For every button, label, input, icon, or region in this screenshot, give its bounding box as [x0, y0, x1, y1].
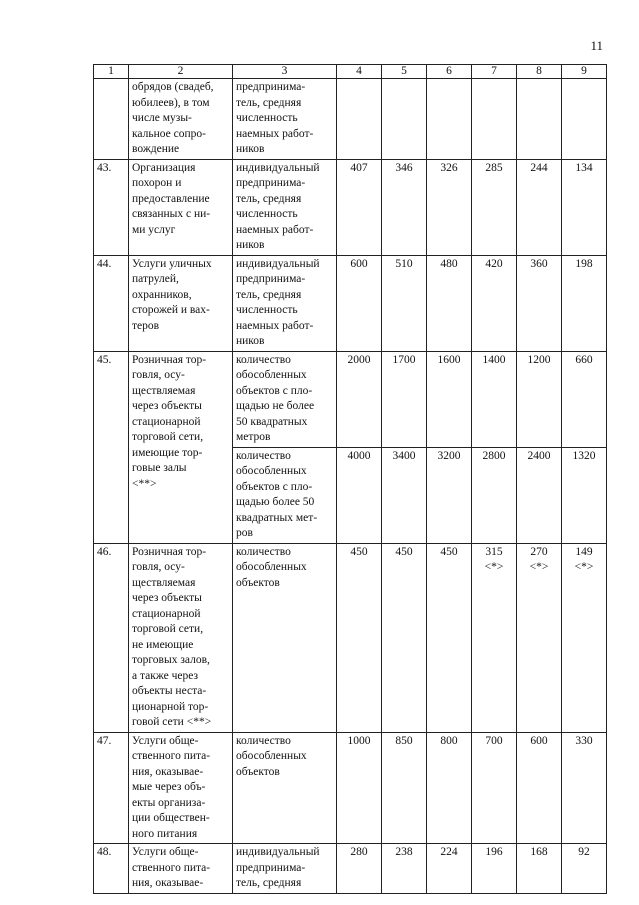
table-row	[94, 844, 607, 894]
value-cell: 800	[427, 732, 472, 844]
header-cell: 9	[562, 65, 607, 79]
row-number: 43.	[94, 159, 129, 255]
header-cell: 4	[337, 65, 382, 79]
value-cell: 244	[517, 159, 562, 255]
header-row	[94, 65, 607, 79]
value-cell: 280	[337, 844, 382, 894]
row-number: 47.	[94, 732, 129, 844]
table-row	[94, 732, 607, 844]
value-cell: 450	[427, 543, 472, 732]
value-cell: 407	[337, 159, 382, 255]
value-cell: 196	[472, 844, 517, 894]
indicator: количество обособленных объектов	[233, 543, 337, 732]
value-cell: 510	[382, 255, 427, 351]
value-cell: 420	[472, 255, 517, 351]
value-cell: 1400	[472, 351, 517, 447]
table-row	[94, 159, 607, 255]
row-number: 45.	[94, 351, 129, 543]
value-cell: 450	[382, 543, 427, 732]
value-cell: 224	[427, 844, 472, 894]
row-number: 46.	[94, 543, 129, 732]
value-cell: 270 <*>	[517, 543, 562, 732]
value-cell: 450	[337, 543, 382, 732]
value-cell: 700	[472, 732, 517, 844]
indicator: индивидуальный предпринима- тель, средняя численность наемных работ- ников	[233, 255, 337, 351]
value-cell: 1320	[562, 447, 607, 543]
value-cell: 134	[562, 159, 607, 255]
value-cell: 1600	[427, 351, 472, 447]
value-cell: 600	[517, 732, 562, 844]
header-cell: 3	[233, 65, 337, 79]
service-name: Услуги уличных патрулей, охранников, сторожей и вах- теров	[129, 255, 233, 351]
value-cell: 315 <*>	[472, 543, 517, 732]
header-cell: 6	[427, 65, 472, 79]
row-number	[94, 79, 129, 160]
value-cell: 480	[427, 255, 472, 351]
table-row	[94, 543, 607, 732]
service-name: Организация похорон и предоставление связанных с ни- ми услуг	[129, 159, 233, 255]
value-cell: 1000	[337, 732, 382, 844]
value-cell: 326	[427, 159, 472, 255]
value-cell	[517, 79, 562, 160]
value-cell	[337, 79, 382, 160]
service-name: Розничная тор- говля, осу- ществляемая через объекты стационарной торговой сети, не имеющие торговых залов, а также через объекты неста- ционарной тор- говой сети <**>	[129, 543, 233, 732]
services-table	[93, 64, 607, 894]
indicator: предпринима- тель, средняя численность наемных работ- ников	[233, 79, 337, 160]
value-cell: 1200	[517, 351, 562, 447]
service-name: Услуги обще- ственного пита- ния, оказывае-	[129, 844, 233, 894]
page-number: 11	[590, 38, 603, 53]
header-cell: 1	[94, 65, 129, 79]
indicator: индивидуальный предпринима- тель, средняя	[233, 844, 337, 894]
value-cell: 198	[562, 255, 607, 351]
value-cell	[562, 79, 607, 160]
row-number: 44.	[94, 255, 129, 351]
indicator: количество обособленных объектов	[233, 732, 337, 844]
service-name: Услуги обще- ственного пита- ния, оказывае- мые через объ- екты организа- ции обществен- ного питания	[129, 732, 233, 844]
indicator: индивидуальный предпринима- тель, средняя численность наемных работ- ников	[233, 159, 337, 255]
table-row	[94, 255, 607, 351]
table-row	[94, 351, 607, 447]
value-cell: 2400	[517, 447, 562, 543]
value-cell: 600	[337, 255, 382, 351]
value-cell: 168	[517, 844, 562, 894]
value-cell: 149 <*>	[562, 543, 607, 732]
value-cell: 360	[517, 255, 562, 351]
header-cell: 7	[472, 65, 517, 79]
value-cell: 2800	[472, 447, 517, 543]
indicator: количество обособленных объектов с пло- щадью более 50 квадратных мет- ров	[233, 447, 337, 543]
value-cell: 4000	[337, 447, 382, 543]
value-cell: 3400	[382, 447, 427, 543]
value-cell	[427, 79, 472, 160]
header-cell: 2	[129, 65, 233, 79]
value-cell: 238	[382, 844, 427, 894]
value-cell: 2000	[337, 351, 382, 447]
value-cell: 850	[382, 732, 427, 844]
header-cell: 5	[382, 65, 427, 79]
service-name: обрядов (свадеб, юбилеев), в том числе музы- кальное сопро- вождение	[129, 79, 233, 160]
value-cell	[382, 79, 427, 160]
value-cell: 660	[562, 351, 607, 447]
value-cell: 330	[562, 732, 607, 844]
value-cell: 346	[382, 159, 427, 255]
service-name: Розничная тор- говля, осу- ществляемая через объекты стационарной торговой сети, имеющие тор- говые залы <**>	[129, 351, 233, 543]
value-cell: 92	[562, 844, 607, 894]
header-cell: 8	[517, 65, 562, 79]
table-row	[94, 79, 607, 160]
indicator: количество обособленных объектов с пло- щадью не более 50 квадратных метров	[233, 351, 337, 447]
row-number: 48.	[94, 844, 129, 894]
value-cell: 1700	[382, 351, 427, 447]
value-cell: 3200	[427, 447, 472, 543]
value-cell: 285	[472, 159, 517, 255]
value-cell	[472, 79, 517, 160]
